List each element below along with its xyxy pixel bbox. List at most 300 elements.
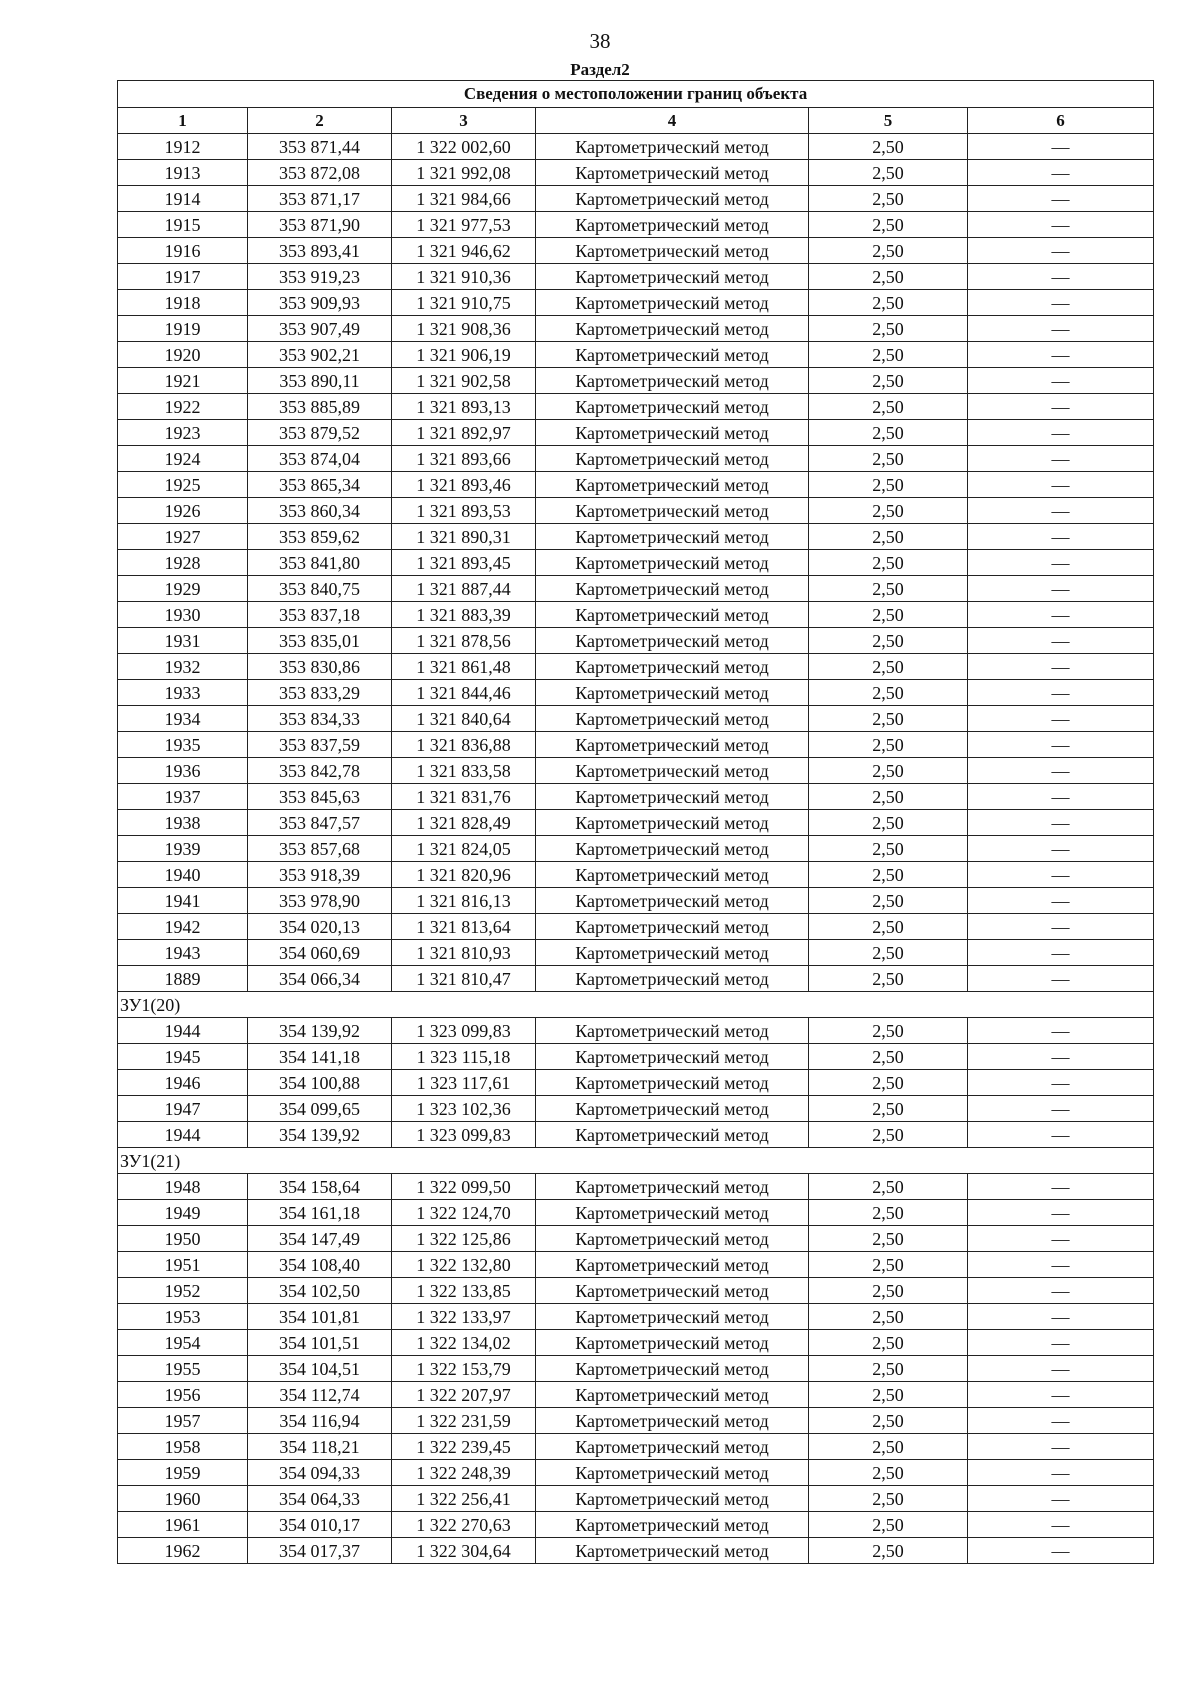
table-cell: 354 100,88 (248, 1070, 392, 1096)
table-cell: 2,50 (809, 420, 968, 446)
table-cell: Картометрический метод (536, 290, 809, 316)
table-row (118, 1044, 1154, 1070)
table-cell: Картометрический метод (536, 368, 809, 394)
table-cell: 2,50 (809, 888, 968, 914)
table-cell: 1 321 883,39 (392, 602, 536, 628)
column-header: 5 (809, 108, 968, 134)
table-row (118, 1096, 1154, 1122)
table-cell: 353 857,68 (248, 836, 392, 862)
table-cell: 1 322 239,45 (392, 1434, 536, 1460)
table-cell: 2,50 (809, 1408, 968, 1434)
table-cell: 353 874,04 (248, 446, 392, 472)
column-header: 4 (536, 108, 809, 134)
table-cell: — (968, 134, 1154, 160)
table-cell: Картометрический метод (536, 212, 809, 238)
table-cell: 1 321 992,08 (392, 160, 536, 186)
table-row (118, 680, 1154, 706)
table-cell: 1 321 813,64 (392, 914, 536, 940)
table-cell: 1926 (118, 498, 248, 524)
table-cell: 353 834,33 (248, 706, 392, 732)
table-cell: 354 118,21 (248, 1434, 392, 1460)
table-cell: 2,50 (809, 784, 968, 810)
table-cell: 1933 (118, 680, 248, 706)
table-cell: 1940 (118, 862, 248, 888)
table-cell: 354 139,92 (248, 1122, 392, 1148)
table-cell: 2,50 (809, 550, 968, 576)
table-row (118, 914, 1154, 940)
table-cell: 1 321 906,19 (392, 342, 536, 368)
table-cell: 1917 (118, 264, 248, 290)
table-cell: 2,50 (809, 1096, 968, 1122)
table-cell: 354 020,13 (248, 914, 392, 940)
table-cell: 2,50 (809, 1044, 968, 1070)
table-cell: 1948 (118, 1174, 248, 1200)
table-cell: 353 907,49 (248, 316, 392, 342)
table-row (118, 862, 1154, 888)
table-cell: 1 322 304,64 (392, 1538, 536, 1564)
table-cell: — (968, 1278, 1154, 1304)
table-cell: 1945 (118, 1044, 248, 1070)
table-cell: — (968, 836, 1154, 862)
table-cell: 353 890,11 (248, 368, 392, 394)
column-header: 3 (392, 108, 536, 134)
table-cell: 1 321 893,45 (392, 550, 536, 576)
table-cell: Картометрический метод (536, 420, 809, 446)
table-cell: 1 322 125,86 (392, 1226, 536, 1252)
table-cell: 353 872,08 (248, 160, 392, 186)
table-row (118, 394, 1154, 420)
table-cell: 1 321 887,44 (392, 576, 536, 602)
table-cell: 2,50 (809, 1226, 968, 1252)
table-cell: 2,50 (809, 1434, 968, 1460)
table-cell: Картометрический метод (536, 1330, 809, 1356)
table-cell: 353 978,90 (248, 888, 392, 914)
table-cell: Картометрический метод (536, 576, 809, 602)
table-cell: 2,50 (809, 758, 968, 784)
table-row (118, 264, 1154, 290)
table-cell: Картометрический метод (536, 1304, 809, 1330)
table-row (118, 1252, 1154, 1278)
table-cell: 353 841,80 (248, 550, 392, 576)
table-cell: 1950 (118, 1226, 248, 1252)
table-cell: 354 101,81 (248, 1304, 392, 1330)
table-cell: 1 322 153,79 (392, 1356, 536, 1382)
table-cell: — (968, 290, 1154, 316)
table-cell: 1 322 248,39 (392, 1460, 536, 1486)
table-cell: 353 837,18 (248, 602, 392, 628)
table-cell: — (968, 940, 1154, 966)
table-cell: 2,50 (809, 680, 968, 706)
table-cell: Картометрический метод (536, 316, 809, 342)
table-cell: Картометрический метод (536, 1512, 809, 1538)
table-cell: 1954 (118, 1330, 248, 1356)
table-cell: 1912 (118, 134, 248, 160)
table-cell: 2,50 (809, 1122, 968, 1148)
table-cell: 1913 (118, 160, 248, 186)
table-cell: 354 017,37 (248, 1538, 392, 1564)
table-cell: Картометрический метод (536, 1122, 809, 1148)
table-cell: — (968, 160, 1154, 186)
table-cell: 2,50 (809, 368, 968, 394)
table-cell: 1 322 270,63 (392, 1512, 536, 1538)
table-cell: — (968, 472, 1154, 498)
table-cell: 1951 (118, 1252, 248, 1278)
table-cell: Картометрический метод (536, 1486, 809, 1512)
table-cell: — (968, 498, 1154, 524)
table-cell: Картометрический метод (536, 758, 809, 784)
table-cell: 1 322 231,59 (392, 1408, 536, 1434)
table-row (118, 810, 1154, 836)
table-cell: 1916 (118, 238, 248, 264)
table-cell: 2,50 (809, 1330, 968, 1356)
table-cell: — (968, 1538, 1154, 1564)
table-cell: 2,50 (809, 264, 968, 290)
table-cell: 354 066,34 (248, 966, 392, 992)
table-cell: 354 099,65 (248, 1096, 392, 1122)
table-cell: — (968, 1304, 1154, 1330)
table-row (118, 342, 1154, 368)
table-cell: Картометрический метод (536, 862, 809, 888)
table-cell: 1930 (118, 602, 248, 628)
table-cell: 2,50 (809, 524, 968, 550)
group-label: ЗУ1(20) (118, 992, 1154, 1018)
table-cell: 1 323 117,61 (392, 1070, 536, 1096)
table-cell: 2,50 (809, 394, 968, 420)
table-cell: Картометрический метод (536, 264, 809, 290)
table-cell: 1 322 124,70 (392, 1200, 536, 1226)
table-cell: 354 010,17 (248, 1512, 392, 1538)
table-cell: 354 104,51 (248, 1356, 392, 1382)
table-row (118, 602, 1154, 628)
table-cell: 1 322 134,02 (392, 1330, 536, 1356)
table-cell: 354 147,49 (248, 1226, 392, 1252)
table-cell: — (968, 1018, 1154, 1044)
table-cell: — (968, 732, 1154, 758)
table-cell: 2,50 (809, 1278, 968, 1304)
table-row (118, 1408, 1154, 1434)
table-cell: 1 321 893,66 (392, 446, 536, 472)
table-cell: 2,50 (809, 602, 968, 628)
table-cell: — (968, 368, 1154, 394)
table-cell: 2,50 (809, 498, 968, 524)
table-cell: 353 860,34 (248, 498, 392, 524)
group-header-row (118, 992, 1154, 1018)
table-cell: 1962 (118, 1538, 248, 1564)
table-cell: 353 871,17 (248, 186, 392, 212)
table-cell: — (968, 446, 1154, 472)
table-cell: Картометрический метод (536, 160, 809, 186)
table-cell: — (968, 1460, 1154, 1486)
table-cell: 1 321 820,96 (392, 862, 536, 888)
table-row (118, 1382, 1154, 1408)
page-number: 38 (589, 29, 611, 53)
table-row (118, 472, 1154, 498)
table-cell: 1 321 910,36 (392, 264, 536, 290)
table-cell: 1 321 892,97 (392, 420, 536, 446)
table-row (118, 1200, 1154, 1226)
table-cell: Картометрический метод (536, 680, 809, 706)
table-cell: 1961 (118, 1512, 248, 1538)
table-cell: 1889 (118, 966, 248, 992)
table-cell: 2,50 (809, 628, 968, 654)
table-cell: 2,50 (809, 940, 968, 966)
table-cell: — (968, 264, 1154, 290)
table-cell: 2,50 (809, 1018, 968, 1044)
table-cell: 1 321 861,48 (392, 654, 536, 680)
column-header: 2 (248, 108, 392, 134)
table-cell: 353 918,39 (248, 862, 392, 888)
table-cell: Картометрический метод (536, 628, 809, 654)
table-cell: Картометрический метод (536, 342, 809, 368)
table-cell: 1 322 133,85 (392, 1278, 536, 1304)
table-cell: 1 321 908,36 (392, 316, 536, 342)
table-cell: 2,50 (809, 290, 968, 316)
table-cell: 1 321 893,53 (392, 498, 536, 524)
table-row (118, 1356, 1154, 1382)
table-cell: 2,50 (809, 342, 968, 368)
table-row (118, 1278, 1154, 1304)
table-cell: 1 321 946,62 (392, 238, 536, 264)
table-cell: Картометрический метод (536, 706, 809, 732)
table-cell: 353 893,41 (248, 238, 392, 264)
table-cell: 353 909,93 (248, 290, 392, 316)
table-cell: 2,50 (809, 212, 968, 238)
table-cell: Картометрический метод (536, 1200, 809, 1226)
table-cell: 2,50 (809, 862, 968, 888)
table-cell: 1932 (118, 654, 248, 680)
table-cell: 353 840,75 (248, 576, 392, 602)
table-cell: 354 141,18 (248, 1044, 392, 1070)
table-cell: 1938 (118, 810, 248, 836)
table-cell: Картометрический метод (536, 966, 809, 992)
table-row (118, 1070, 1154, 1096)
table-cell: 1927 (118, 524, 248, 550)
table-cell: Картометрический метод (536, 1278, 809, 1304)
table-cell: 1923 (118, 420, 248, 446)
table-row (118, 628, 1154, 654)
table-cell: 353 879,52 (248, 420, 392, 446)
group-header-row (118, 1148, 1154, 1174)
table-cell: 2,50 (809, 654, 968, 680)
table-cell: 1957 (118, 1408, 248, 1434)
table-cell: — (968, 862, 1154, 888)
table-cell: 353 919,23 (248, 264, 392, 290)
table-cell: — (968, 1408, 1154, 1434)
table-cell: 2,50 (809, 706, 968, 732)
table-cell: 354 161,18 (248, 1200, 392, 1226)
table-cell: Картометрический метод (536, 1408, 809, 1434)
table-cell: 1936 (118, 758, 248, 784)
table-cell: 2,50 (809, 316, 968, 342)
table-cell: Картометрический метод (536, 1226, 809, 1252)
table-cell: Картометрический метод (536, 810, 809, 836)
table-cell: 1947 (118, 1096, 248, 1122)
table-cell: 1 321 836,88 (392, 732, 536, 758)
table-cell: 2,50 (809, 1460, 968, 1486)
table-cell: 1955 (118, 1356, 248, 1382)
table-cell: 1 321 844,46 (392, 680, 536, 706)
table-cell: Картометрический метод (536, 472, 809, 498)
table-cell: 1934 (118, 706, 248, 732)
table-cell: 354 108,40 (248, 1252, 392, 1278)
table-cell: 1928 (118, 550, 248, 576)
table-cell: 1953 (118, 1304, 248, 1330)
table-cell: 1944 (118, 1122, 248, 1148)
table-cell: 1946 (118, 1070, 248, 1096)
table-cell: Картометрический метод (536, 602, 809, 628)
table-cell: 1 321 816,13 (392, 888, 536, 914)
table-cell: — (968, 1512, 1154, 1538)
table-cell: 2,50 (809, 1356, 968, 1382)
table-cell: Картометрический метод (536, 1252, 809, 1278)
table-cell: 1960 (118, 1486, 248, 1512)
table-cell: 2,50 (809, 732, 968, 758)
table-cell: — (968, 966, 1154, 992)
table-cell: — (968, 628, 1154, 654)
table-cell: 1 321 893,13 (392, 394, 536, 420)
table-cell: 1 323 115,18 (392, 1044, 536, 1070)
table-row (118, 186, 1154, 212)
table-cell: Картометрический метод (536, 550, 809, 576)
table-cell: 1 321 977,53 (392, 212, 536, 238)
table-cell: 2,50 (809, 1512, 968, 1538)
table-cell: 1 322 133,97 (392, 1304, 536, 1330)
table-cell: 353 842,78 (248, 758, 392, 784)
table-cell: — (968, 1044, 1154, 1070)
table-cell: — (968, 914, 1154, 940)
table-cell: — (968, 420, 1154, 446)
table-cell: — (968, 394, 1154, 420)
table-row (118, 836, 1154, 862)
column-header: 1 (118, 108, 248, 134)
table-cell: 354 060,69 (248, 940, 392, 966)
table-row (118, 290, 1154, 316)
table-row (118, 1434, 1154, 1460)
table-cell: 353 871,44 (248, 134, 392, 160)
table-cell: Картометрический метод (536, 498, 809, 524)
table-cell: 2,50 (809, 576, 968, 602)
table-cell: — (968, 888, 1154, 914)
table-row (118, 1486, 1154, 1512)
table-cell: 1929 (118, 576, 248, 602)
table-cell: 1 321 831,76 (392, 784, 536, 810)
table-row (118, 758, 1154, 784)
table-cell: 1 322 256,41 (392, 1486, 536, 1512)
table-cell: 354 064,33 (248, 1486, 392, 1512)
table-cell: 1952 (118, 1278, 248, 1304)
table-cell: 1949 (118, 1200, 248, 1226)
table-cell: 2,50 (809, 1538, 968, 1564)
column-number-header-row (118, 108, 1154, 134)
table-row (118, 160, 1154, 186)
table-cell: 1 321 840,64 (392, 706, 536, 732)
table-cell: 1959 (118, 1460, 248, 1486)
table-cell: 2,50 (809, 810, 968, 836)
table-cell: Картометрический метод (536, 186, 809, 212)
table-cell: 1935 (118, 732, 248, 758)
table-cell: 354 116,94 (248, 1408, 392, 1434)
group-label: ЗУ1(21) (118, 1148, 1154, 1174)
table-cell: — (968, 1382, 1154, 1408)
table-cell: 354 094,33 (248, 1460, 392, 1486)
table-row (118, 316, 1154, 342)
table-cell: — (968, 238, 1154, 264)
table-row (118, 732, 1154, 758)
table-row (118, 1018, 1154, 1044)
table-cell: — (968, 1070, 1154, 1096)
table-cell: 1937 (118, 784, 248, 810)
table-cell: Картометрический метод (536, 1356, 809, 1382)
table-row (118, 654, 1154, 680)
table-cell: 1920 (118, 342, 248, 368)
table-cell: 1924 (118, 446, 248, 472)
table-cell: 1 321 910,75 (392, 290, 536, 316)
table-cell: Картометрический метод (536, 654, 809, 680)
table-body (118, 134, 1154, 1564)
table-cell: Картометрический метод (536, 732, 809, 758)
table-cell: Картометрический метод (536, 914, 809, 940)
table-cell: 353 837,59 (248, 732, 392, 758)
table-cell: 2,50 (809, 1200, 968, 1226)
table-cell: 1 321 902,58 (392, 368, 536, 394)
table-cell: Картометрический метод (536, 836, 809, 862)
table-cell: Картометрический метод (536, 940, 809, 966)
table-row (118, 524, 1154, 550)
table-cell: 1 322 099,50 (392, 1174, 536, 1200)
table-cell: 2,50 (809, 186, 968, 212)
table-cell: 1918 (118, 290, 248, 316)
table-cell: Картометрический метод (536, 1382, 809, 1408)
table-cell: — (968, 1226, 1154, 1252)
table-row (118, 706, 1154, 732)
table-cell: Картометрический метод (536, 238, 809, 264)
table-cell: 353 847,57 (248, 810, 392, 836)
table-row (118, 888, 1154, 914)
table-cell: Картометрический метод (536, 1096, 809, 1122)
column-header: 6 (968, 108, 1154, 134)
table-row (118, 966, 1154, 992)
table-cell: 353 833,29 (248, 680, 392, 706)
table-cell: — (968, 576, 1154, 602)
table-row (118, 212, 1154, 238)
table-cell: — (968, 1356, 1154, 1382)
table-cell: Картометрический метод (536, 888, 809, 914)
table-cell: — (968, 810, 1154, 836)
table-cell: 2,50 (809, 1382, 968, 1408)
table-cell: — (968, 1330, 1154, 1356)
table-cell: — (968, 758, 1154, 784)
table-cell: 1931 (118, 628, 248, 654)
table-cell: 353 845,63 (248, 784, 392, 810)
table-row (118, 1304, 1154, 1330)
table-cell: 1956 (118, 1382, 248, 1408)
table-cell: — (968, 680, 1154, 706)
table-caption: Сведения о местоположении границ объекта (118, 81, 1154, 108)
table-cell: 1 321 984,66 (392, 186, 536, 212)
table-cell: 1939 (118, 836, 248, 862)
table-cell: 1 322 002,60 (392, 134, 536, 160)
table-row (118, 420, 1154, 446)
table-cell: 354 102,50 (248, 1278, 392, 1304)
table-cell: 1 323 102,36 (392, 1096, 536, 1122)
table-cell: 2,50 (809, 1174, 968, 1200)
table-cell: 353 885,89 (248, 394, 392, 420)
section-title: Раздел2 (570, 60, 630, 79)
table-cell: 353 865,34 (248, 472, 392, 498)
table-cell: 1 323 099,83 (392, 1122, 536, 1148)
table-cell: — (968, 784, 1154, 810)
table-row (118, 368, 1154, 394)
